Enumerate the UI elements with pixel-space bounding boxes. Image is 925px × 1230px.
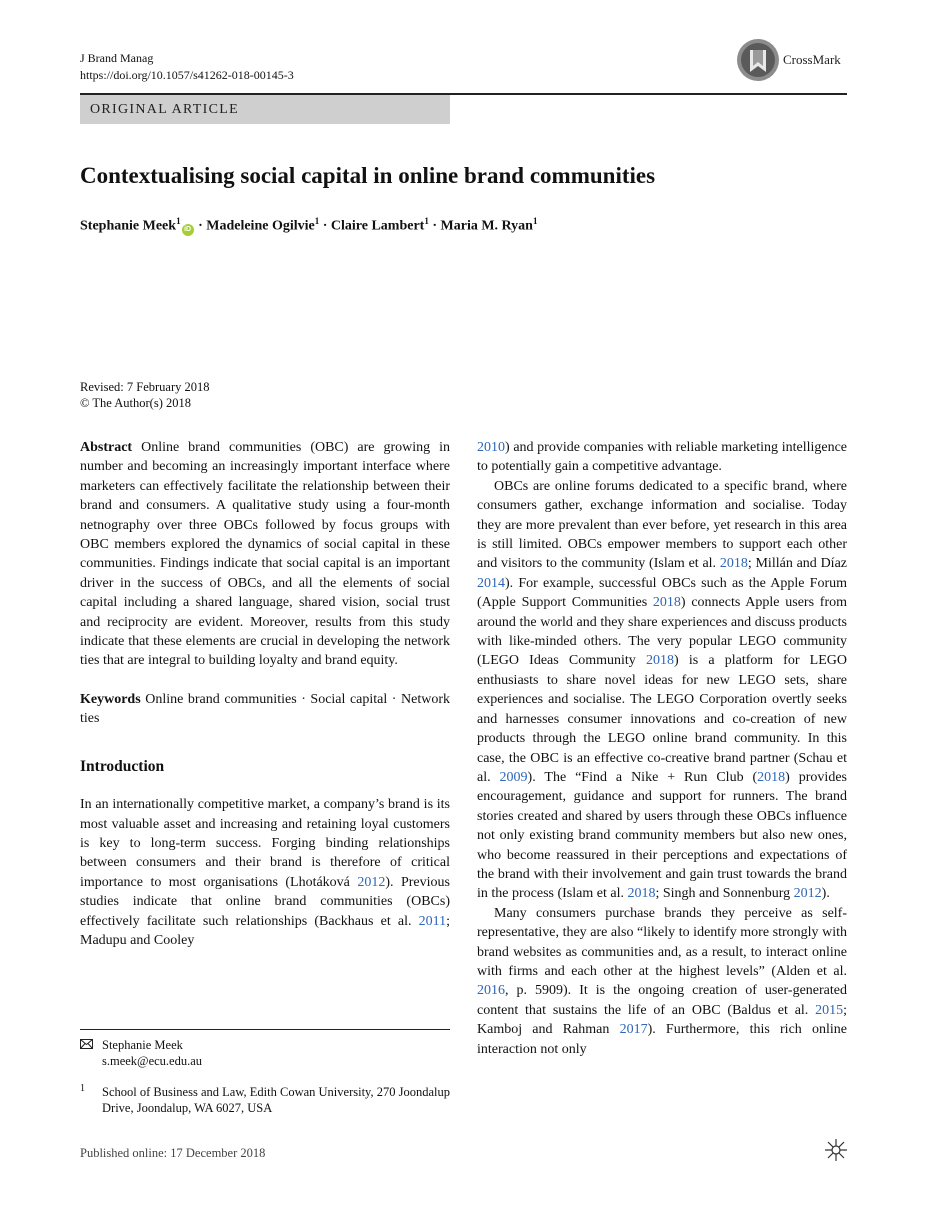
abstract-label: Abstract: [80, 440, 133, 455]
author-affiliation-mark: 1: [176, 216, 181, 226]
crossmark-label: CrossMark: [783, 52, 841, 67]
affiliation-text: School of Business and Law, Edith Cowan University, 270 Joondalup Drive, Joondalup, WA 6027, USA: [102, 1085, 450, 1115]
citation-link[interactable]: 2018: [719, 556, 748, 572]
citation-link[interactable]: 2018: [645, 653, 674, 669]
crossmark-icon: [736, 38, 780, 82]
paragraph-text: ; Kamboj and Rahman: [477, 1002, 847, 1038]
author-separator: ·: [319, 218, 331, 234]
paragraph-text: ). For example, successful OBCs such as the Apple Forum (Apple Support Communities: [477, 575, 847, 611]
revised-date: Revised: 7 February 2018: [80, 380, 210, 394]
copyright-line: © The Author(s) 2018: [80, 396, 191, 410]
author-affiliation-mark: 1: [314, 216, 320, 226]
paragraph: [477, 438, 847, 477]
citation-link[interactable]: 2018: [757, 769, 786, 785]
published-date: Published online: 17 December 2018: [80, 1146, 266, 1160]
citation-link[interactable]: 2014: [477, 575, 505, 591]
citation-link[interactable]: 2009: [499, 769, 528, 785]
citation-link[interactable]: 2016: [477, 983, 505, 999]
paragraph-text: ).: [821, 886, 830, 902]
crossmark-badge[interactable]: [736, 38, 861, 84]
corresponding-author: Stephanie Meek: [102, 1038, 183, 1052]
paragraph-text: , p. 5909). It is the ongoing creation of user-generated content that sustains the life of an OBC (Baldus et al.: [477, 983, 847, 1018]
keywords-label: Keywords: [80, 691, 141, 707]
article-title: Contextualising social capital in online brand communities: [80, 163, 656, 188]
author-name[interactable]: Claire Lambert: [330, 218, 425, 234]
affiliation-number: 1: [80, 1083, 85, 1094]
springer-icon: [824, 1138, 848, 1162]
paragraph: [477, 904, 847, 1059]
paragraph-text: ). Previous studies indicate that online brand communities (OBCs) effectively facilitate such relationships (Backhaus et al.: [80, 874, 450, 929]
paragraph-text: ) connects Apple users from around the world and they share experiences and discuss products with like-minded others. The very popular LEGO community (LEGO Ideas Community: [477, 595, 847, 669]
journal-name: J Brand Manag: [80, 51, 154, 65]
keywords: [80, 690, 450, 729]
paragraph-text: ) and provide companies with reliable marketing intelligence to potentially gain a competitive advantage.: [477, 440, 847, 475]
paragraph-text: ) provides encouragement, guidance and support for runners. The brand stories created and shared by users through these OBCs influence not only existing brand community members but also new ones, who become reassured in their perceptions and expectations of the brand with their involvement and gain trust towards the brand in the process (Islam et al.: [477, 769, 847, 902]
author-name[interactable]: Stephanie Meek: [80, 218, 177, 234]
paragraph-text: ; Madupu and Cooley: [80, 913, 450, 948]
paragraph-text: ). The “Find a Nike + Run Club (: [527, 769, 758, 785]
left-column: [80, 438, 450, 950]
citation-link[interactable]: 2010: [477, 440, 505, 455]
author-separator: ·: [428, 218, 441, 234]
envelope-icon: [80, 1037, 93, 1053]
right-column: [477, 438, 847, 1059]
citation-link[interactable]: 2011: [418, 913, 447, 929]
author-affiliation-mark: 1: [424, 216, 429, 226]
citation-link[interactable]: 2015: [815, 1002, 844, 1018]
author-name[interactable]: Madeleine Ogilvie: [206, 218, 315, 234]
citation-link[interactable]: 2012: [357, 874, 386, 890]
paragraph-text: ; Millán and Díaz: [747, 556, 847, 572]
orcid-icon[interactable]: iD: [182, 224, 194, 236]
keywords-text: Online brand communities · Social capital · Network ties: [80, 691, 451, 727]
abstract: [80, 438, 450, 671]
introduction-heading: Introduction: [80, 757, 165, 775]
introduction-paragraph: [80, 795, 450, 950]
paragraph-text: ). Furthermore, this rich online interaction not only: [477, 1022, 847, 1057]
contact-email[interactable]: s.meek@ecu.edu.au: [102, 1054, 203, 1068]
doi-link[interactable]: https://doi.org/10.1057/s41262-018-00145-3: [80, 68, 294, 82]
paragraph: [477, 477, 847, 904]
author-list: [80, 216, 537, 236]
author-affiliation-mark: 1: [532, 216, 538, 226]
paragraph-text: ; Singh and Sonnenburg: [655, 886, 794, 902]
author-name[interactable]: Maria M. Ryan: [440, 218, 533, 234]
citation-link[interactable]: 2018: [652, 595, 681, 611]
paragraph-text: Many consumers purchase brands they perceive as self-representative, they are also “likely to identify more strongly with brand websites as communities and, as a result, to interact online with firms and each other at the highest levels” (Alden et al.: [477, 905, 847, 979]
footnote-rule: [80, 1029, 450, 1030]
citation-link[interactable]: 2012: [793, 886, 822, 902]
paragraph-text: ) is a platform for LEGO enthusiasts to share novel ideas for new LEGO sets, share experiences and socialise. The LEGO Corporation overtly seeks and harnesses consumer innovations and co-creation of new products through the LEGO online brand community. In this case, the OBC is an effective co-creative brand partner (Schau et al.: [477, 653, 847, 785]
article-type-badge: ORIGINAL ARTICLE: [80, 95, 450, 124]
author-separator: ·: [194, 218, 207, 234]
paragraph-text: In an internationally competitive market, a company’s brand is its most valuable asset and increasing and retaining loyal customers is key to long-term success. Forging binding relationships between consumers and their brand is therefore of critical importance to most organisations (Lhotáková: [80, 797, 450, 890]
citation-link[interactable]: 2018: [627, 886, 656, 902]
paragraph-text: OBCs are online forums dedicated to a specific brand, where consumers gather, exchange information and socialise. Today they are more prevalent than ever before, yet research in this area is still limited. OBCs empower members to support each other and visitors to the community (Islam et al.: [477, 478, 847, 572]
citation-link[interactable]: 2017: [619, 1022, 648, 1038]
abstract-text: Online brand communities (OBC) are growing in number and becoming an increasingly important interface where marketers can effectively facilitate the relationship between their brand and consumers. A qualitative study using a four-month netnography over three OBCs followed by focus groups with OBC members explored the dynamics of social capital in these communities. Findings indicate that social capital is an important driver in the success of OBCs, and all the elements of social capital including a shared language, shared vision, social trust and reciprocity are evident. Moreover, results from this study indicate that these elements are crucial in developing the network ties that are integral to building loyalty and brand equity.: [80, 440, 451, 669]
